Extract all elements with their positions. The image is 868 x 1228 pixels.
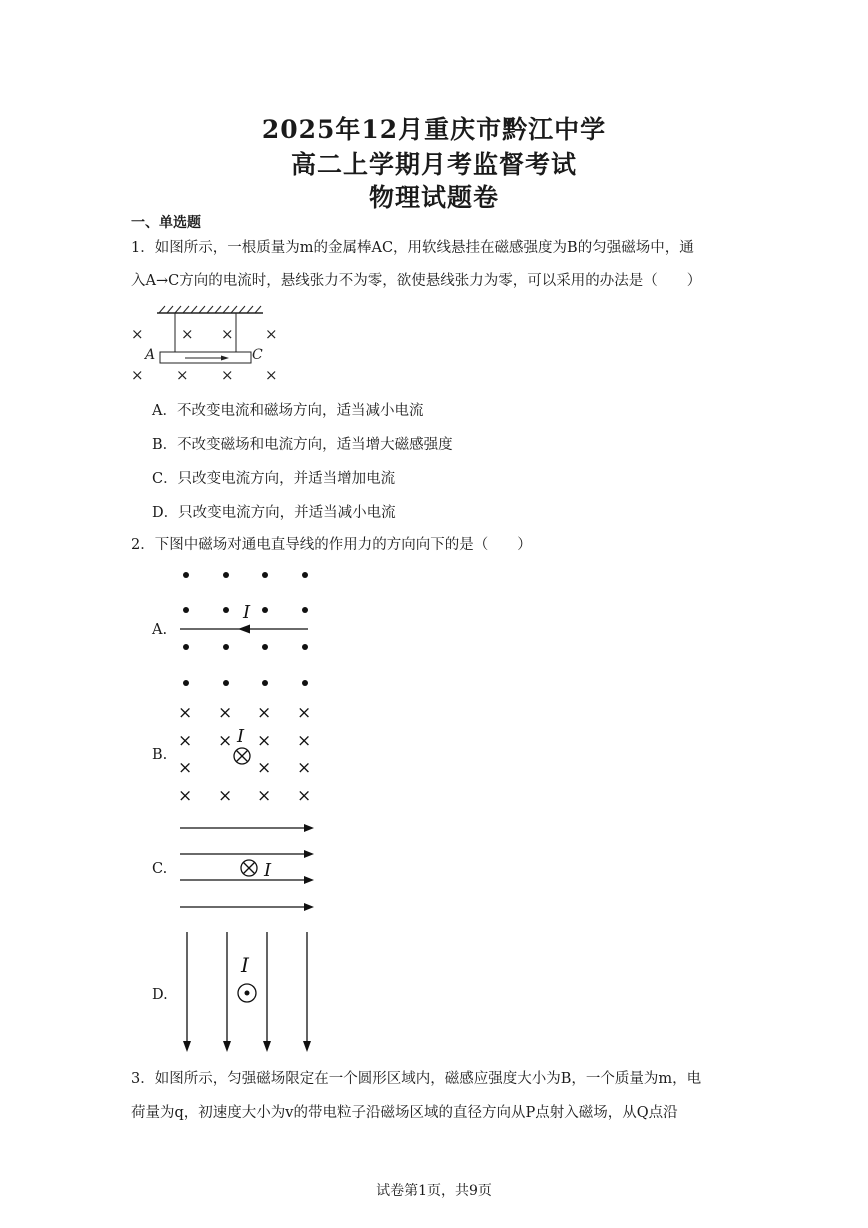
q3-stem-line1: 3．如图所示，匀强磁场限定在一个圆形区域内，磁感应强度大小为B，一个质量为m，电 bbox=[131, 1071, 702, 1087]
svg-text:×: × bbox=[265, 325, 278, 343]
q1-option-d[interactable]: D．只改变电流方向，并适当减小电流 bbox=[152, 505, 396, 521]
exam-title-line2: 高二上学期月考监督考试 bbox=[290, 150, 577, 179]
exam-title-line1: 2025年12月重庆市黔江中学 bbox=[261, 115, 607, 144]
svg-text:×: × bbox=[297, 786, 312, 806]
svg-text:×: × bbox=[178, 731, 193, 751]
q2-b-current-label: I bbox=[237, 726, 245, 747]
q1-option-c[interactable]: C．只改变电流方向，并适当增加电流 bbox=[152, 471, 396, 487]
q2-figure-d bbox=[170, 928, 320, 1056]
q2-label-b[interactable]: B. bbox=[152, 747, 168, 763]
svg-text:×: × bbox=[297, 703, 312, 723]
q2-figure-c bbox=[170, 816, 320, 916]
svg-text:×: × bbox=[221, 325, 234, 343]
q2-figure-a bbox=[170, 562, 320, 690]
svg-text:×: × bbox=[131, 366, 144, 384]
q2-label-d[interactable]: D. bbox=[152, 987, 168, 1003]
q1-option-a[interactable]: A．不改变电流和磁场方向，适当减小电流 bbox=[152, 403, 424, 419]
svg-text:×: × bbox=[297, 758, 312, 778]
svg-text:×: × bbox=[181, 325, 194, 343]
q1-figure bbox=[125, 303, 285, 388]
svg-text:×: × bbox=[131, 325, 144, 343]
svg-text:×: × bbox=[297, 731, 312, 751]
svg-text:×: × bbox=[265, 366, 278, 384]
svg-text:×: × bbox=[178, 786, 193, 806]
svg-text:×: × bbox=[257, 786, 272, 806]
q1-label-a: A bbox=[145, 347, 156, 363]
q1-stem-line1: 1．如图所示，一根质量为m的金属棒AC，用软线悬挂在磁感强度为B的匀强磁场中，通 bbox=[131, 240, 694, 256]
svg-text:×: × bbox=[257, 731, 272, 751]
q2-c-current-label: I bbox=[264, 860, 272, 881]
q1-label-c: C bbox=[252, 347, 263, 363]
svg-text:×: × bbox=[178, 758, 193, 778]
svg-text:×: × bbox=[218, 731, 233, 751]
svg-text:×: × bbox=[178, 703, 193, 723]
svg-text:×: × bbox=[221, 366, 234, 384]
q2-d-current-label: I bbox=[241, 953, 249, 977]
q2-label-c[interactable]: C. bbox=[152, 861, 168, 877]
q2-stem: 2．下图中磁场对通电直导线的作用力的方向向下的是（ ） bbox=[131, 537, 532, 553]
q3-stem-line2: 荷量为q，初速度大小为v的带电粒子沿磁场区域的直径方向从P点射入磁场，从Q点沿 bbox=[131, 1105, 678, 1121]
section-heading: 一、单选题 bbox=[131, 215, 201, 231]
q2-a-current-label: I bbox=[243, 602, 251, 623]
q1-stem-line2: 入A→C方向的电流时，悬线张力不为零，欲使悬线张力为零，可以采用的办法是（ ） bbox=[131, 273, 702, 289]
svg-text:×: × bbox=[218, 786, 233, 806]
q2-label-a[interactable]: A. bbox=[152, 622, 168, 638]
svg-text:×: × bbox=[257, 703, 272, 723]
q2-figure-b bbox=[170, 700, 320, 810]
svg-text:×: × bbox=[257, 758, 272, 778]
svg-text:×: × bbox=[218, 703, 233, 723]
page-footer: 试卷第1页，共9页 bbox=[376, 1183, 492, 1199]
q1-option-b[interactable]: B．不改变磁场和电流方向，适当增大磁感强度 bbox=[152, 437, 453, 453]
svg-text:×: × bbox=[176, 366, 189, 384]
exam-title-line3: 物理试题卷 bbox=[368, 183, 499, 212]
